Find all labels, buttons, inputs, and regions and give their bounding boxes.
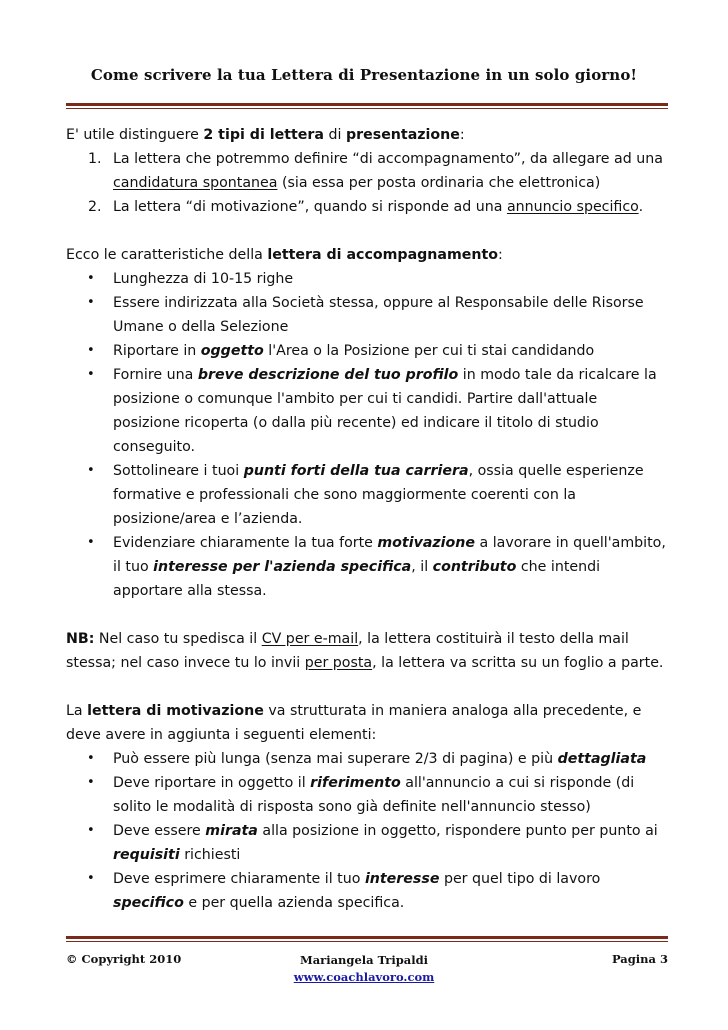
footer-copyright: © Copyright 2010: [66, 952, 182, 966]
intro-paragraph: E' utile distinguere 2 tipi di lettera di presentazione:: [66, 127, 465, 143]
document-body: [66, 123, 666, 915]
motivazione-list: [66, 747, 666, 915]
link-per-posta[interactable]: per posta: [304, 655, 373, 671]
list-item: • Deve essere mirata alla posizione in oggetto, rispondere punto per punto ai requisiti richiesti: [87, 823, 658, 863]
list-item: 2. La lettera “di motivazione”, quando si risponde ad una annuncio specifico.: [88, 199, 644, 215]
page-title: Come scrivere la tua Lettera di Presentazione in un solo giorno!: [90, 66, 638, 84]
list-item: 1. La lettera che potremmo definire “di accompagnamento”, da allegare ad una candidatura spontanea (sia essa per posta ordinaria che elettronica): [88, 151, 663, 191]
list-item: • Lunghezza di 10-15 righe: [87, 271, 294, 287]
link-cv-email[interactable]: CV per e-mail: [261, 631, 359, 647]
link-annuncio-specifico[interactable]: annuncio specifico: [506, 199, 639, 215]
footer-page-number: Pagina 3: [611, 952, 668, 966]
footer-divider: [66, 936, 668, 942]
accompagnamento-list: [66, 267, 666, 603]
list-item: • Può essere più lunga (senza mai superare 2/3 di pagina) e più dettagliata: [87, 751, 647, 767]
list-item: • Essere indirizzata alla Società stessa, oppure al Responsabile delle Risorse Umane o della Selezione: [87, 295, 644, 335]
footer-website-link[interactable]: www.coachlavoro.com: [293, 970, 435, 984]
list-item: • Riportare in oggetto l'Area o la Posizione per cui ti stai candidando: [87, 343, 595, 359]
list-item: • Deve esprimere chiaramente il tuo interesse per quel tipo di lavoro specifico e per quella azienda specifica.: [87, 871, 601, 911]
link-candidatura-spontanea[interactable]: candidatura spontanea: [113, 175, 278, 191]
header-divider: [66, 103, 668, 109]
nb-paragraph: NB: Nel caso tu spedisca il CV per e-mail, la lettera costituirà il testo della mail stessa; nel caso invece tu lo invii per posta, la lettera va scritta su un foglio a parte.: [66, 631, 664, 671]
accompagnamento-intro: Ecco le caratteristiche della lettera di accompagnamento:: [66, 247, 503, 263]
list-item: • Sottolineare i tuoi punti forti della tua carriera, ossia quelle esperienze formative e professionali che sono maggiormente coerenti con la posizione/area e l’azienda.: [87, 463, 644, 527]
list-item: • Fornire una breve descrizione del tuo profilo in modo tale da ricalcare la posizione o comunque l'ambito per cui ti candidi. Partire dall'attuale posizione ricoperta (o dalla più recente) ed indicare il titolo di studio conseguito.: [87, 367, 657, 455]
letter-types-list: [66, 147, 666, 219]
footer-author: Mariangela Tripaldi: [299, 953, 429, 967]
list-item: • Deve riportare in oggetto il riferimento all'annuncio a cui si risponde (di solito le modalità di risposta sono già definite nell'annuncio stesso): [87, 775, 635, 815]
motivazione-intro: La lettera di motivazione va strutturata in maniera analoga alla precedente, e deve avere in aggiunta i seguenti elementi:: [66, 703, 642, 743]
list-item: • Evidenziare chiaramente la tua forte motivazione a lavorare in quell'ambito, il tuo interesse per l'azienda specifica, il contributo che intendi apportare alla stessa.: [87, 535, 666, 599]
